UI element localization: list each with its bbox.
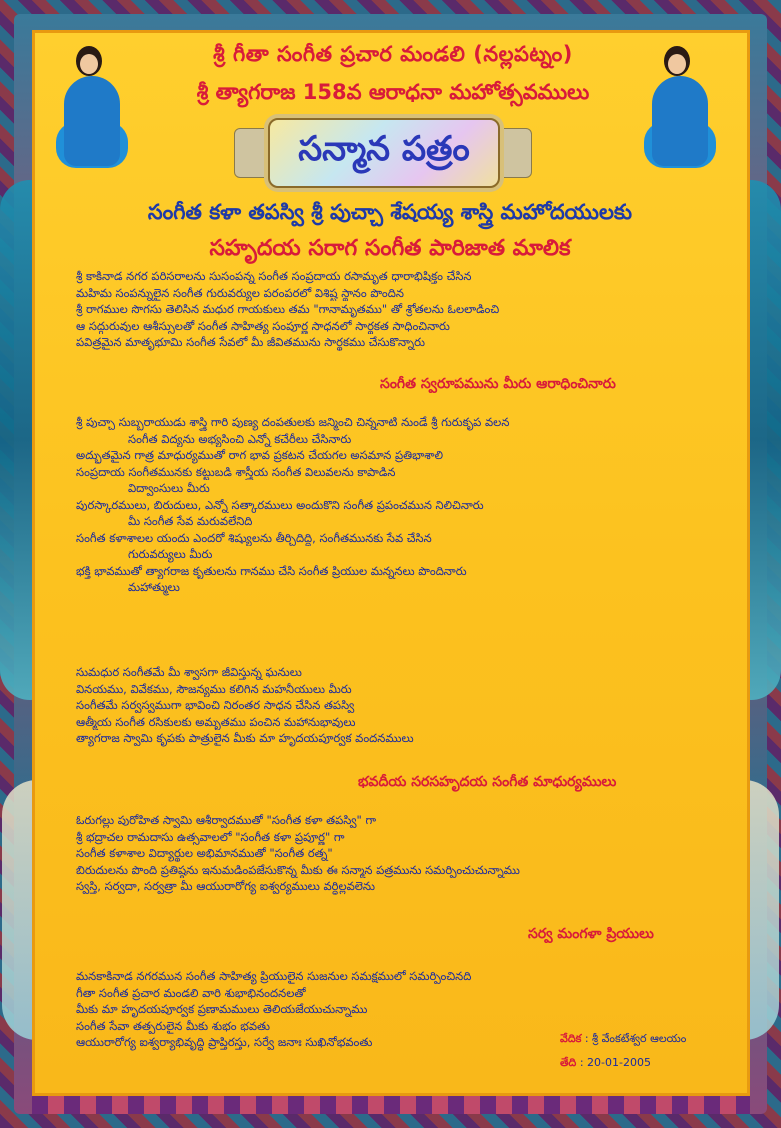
text-line: సంప్రదాయ సంగీతమునకు కట్టుబడి శాస్త్రీయ సంగీత విలువలను కాపాడిన [76,464,396,479]
text-line: ఆత్మీయ సంగీత రసికులకు అమృతము పంచిన మహానుభావులు [76,714,356,729]
text-line: సంగీత కళాశాల విద్యార్థుల అభిమానముతో "సంగీత రత్న" [76,846,333,860]
text-line: మీ సంగీత సేవ మరువలేనిది [128,514,253,528]
bottom-border-band [32,1096,750,1114]
text-line: అద్భుతమైన గాత్ర మాధుర్యముతో రాగ భావ ప్రకటన చేయగల అసమాన ప్రతిభాశాలి [76,448,444,462]
text-line: శ్రీ పుచ్చా సుబ్బరాయుడు శాస్త్రి గారి పుణ్య దంపతులకు జన్మించి చిన్ననాటి నుండే శ్రీ గురుకృప వలన [76,415,510,429]
text-line: ఆ సద్గురువుల ఆశీస్సులతో సంగీత సాహిత్య సంపూర్ణ సాధనలో సార్థకత సాధించినారు [76,318,450,333]
text-line: మహిమ సంపన్నులైన సంగీత గురువర్యుల పరంపరలో విశిష్ట స్థానం పొందిన [76,285,404,300]
stanza-4 [76,812,716,895]
text-line: గీతా సంగీత ప్రచార మండలి వారి శుభాభినందనలతో [76,985,306,1000]
text-line: సంగీత కళాశాలల యందు ఎందరో శిష్యులను తీర్చిదిద్ది, సంగీతమునకు సేవ చేసిన [76,530,432,545]
honoree-line: సంగీత కళా తపస్వి శ్రీ పుచ్చా శేషయ్య శాస్త్రి మహోదయులకు [147,200,633,224]
scroll-left-icon [234,128,270,178]
certificate-title-box [268,118,500,188]
text-line: సుమధుర సంగీతమే మీ శ్వాసగా జీవిస్తున్న ఘనులు [76,665,302,679]
stanza-3 [76,664,716,747]
text-line: శ్రీ కాకినాడ నగర పరిసరాలను సుసంపన్న సంగీత సంప్రదాయ రసామృత ధారాభిషిక్తం చేసిన [76,269,472,283]
date-value: 20-01-2005 [587,1056,651,1069]
text-line: సంగీత సేవా తత్పరులైన మీకు శుభం భవతు [76,1018,270,1033]
text-line: త్యాగరాజ స్వామి కృపకు పాత్రులైన మీకు మా హృదయపూర్వక వందనములు [76,731,414,745]
text-line: వినయము, వివేకము, సౌజన్యము కలిగిన మహనీయులు మీరు [76,681,352,696]
text-line: మహాత్ములు [128,580,180,594]
stanza-1-subheading: సంగీత స్వరూపమును మీరు ఆరాధించినారు [380,376,616,392]
text-line: సంగీతమే సర్వస్వముగా భావించి నిరంతర సాధన చేసిన తపస్వి [76,698,355,712]
certificate-title: సన్మాన పత్రం [298,129,470,169]
stanza-5 [76,968,556,1051]
stanza-1 [76,268,716,351]
text-line: ఓరుగల్లు పురోహిత స్వామి ఆశీర్వాదముతో "సంగీత కళా తపస్వి" గా [76,813,377,827]
text-line: ఆయురారోగ్య ఐశ్వర్యాభివృద్ధి ప్రాప్తిరస్తు, సర్వే జనాః సుఖినోభవంతు [76,1035,373,1049]
text-line: మనకాకినాడ నగరమున సంగీత సాహిత్య ప్రియులైన సుజనుల సమక్షములో సమర్పించినది [76,969,472,983]
signature-line: సర్వ మంగళా ప్రియులు [528,926,654,942]
text-line: విద్వాంసులు మీరు [128,481,210,495]
text-line: బిరుదులను పొంది ప్రతిష్ఠను ఇనుమడింపజేసుకొన్న మీకు ఈ సన్మాన పత్రమును సమర్పించుచున్నాము [76,862,520,877]
text-line: పవిత్రమైన మాతృభూమి సంగీత సేవలో మీ జీవితమును సార్థకము చేసుకొన్నారు [76,335,425,349]
event-name: శ్రీ త్యాగరాజ 158వ ఆరాధనా మహోత్సవములు [196,80,590,104]
text-line: శ్రీ భద్రాచల రామదాసు ఉత్సవాలలో "సంగీత కళా ప్రపూర్ణ" గా [76,829,345,844]
scroll-right-icon [496,128,532,178]
stanza-2 [76,414,716,596]
venue-info: వేదిక : శ్రీ వేంకటేశ్వర ఆలయం [560,1032,687,1045]
date-label: తేది [560,1056,577,1069]
stanza-3-subheading: భవదీయ సరసహృదయ సంగీత మాధుర్యములు [358,774,617,790]
text-line: భక్తి భావముతో త్యాగరాజ కృతులను గానము చేసి సంగీత ప్రియుల మన్ననలు పొందినారు [76,563,467,578]
subtitle-line: సహృదయ సరాగ సంగీత పారిజాత మాలిక [209,236,571,261]
text-line: పురస్కారములు, బిరుదులు, ఎన్నో సత్కారములు అందుకొని సంగీత ప్రపంచమున నిలిచినారు [76,497,484,512]
text-line: స్వస్తి, సర్వదా, సర్వత్రా మీ ఆయురారోగ్య ఐశ్వర్యములు వర్ధిల్లవలెను [76,879,375,893]
venue-label: వేదిక [560,1032,582,1045]
text-line: మీకు మా హృదయపూర్వక ప్రణామములు తెలియజేయుచున్నాము [76,1002,368,1016]
text-line: సంగీత విద్యను అభ్యసించి ఎన్నో కచేరీలు చేసినారు [128,431,352,446]
venue-value: శ్రీ వేంకటేశ్వర ఆలయం [592,1032,687,1045]
text-line: గురువర్యులు మీరు [128,547,213,561]
date-info: తేది : 20-01-2005 [560,1056,651,1069]
text-line: శ్రీ రాగముల సొగసు తెలిసిన మధుర గాయకులు తమ "గానామృతము" తో శ్రోతలను ఓలలాడించి [76,302,500,316]
organization-name: శ్రీ గీతా సంగీత ప్రచార మండలి (నల్లపట్నం) [213,42,573,66]
